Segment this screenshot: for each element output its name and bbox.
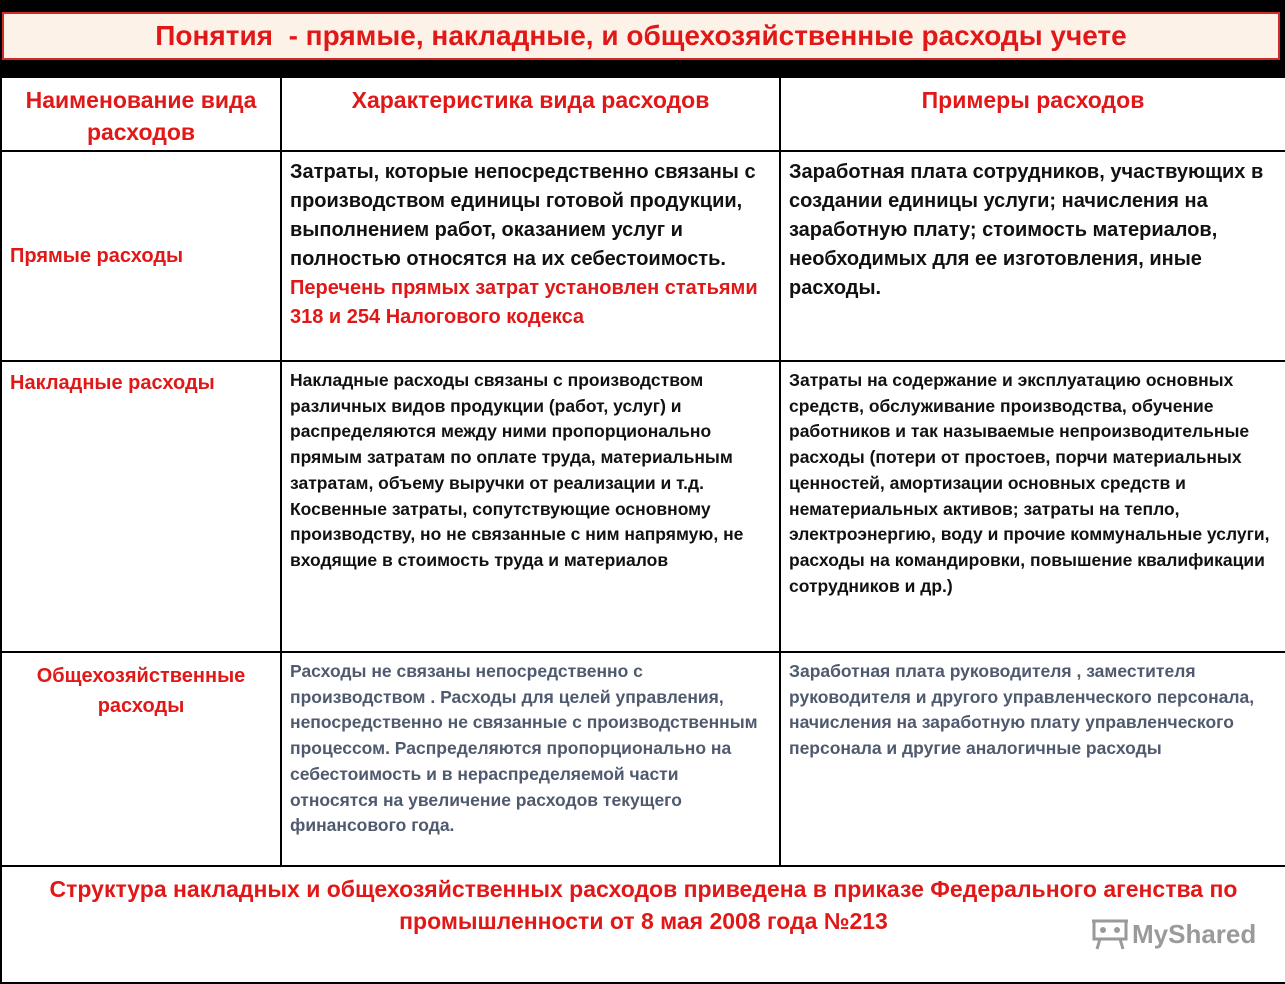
table-row bbox=[1, 361, 1285, 652]
row-name: Накладные расходы bbox=[1, 361, 281, 652]
table-row bbox=[1, 652, 1285, 866]
header-name: Наименование вида расходов bbox=[1, 77, 281, 151]
row-description: Накладные расходы связаны с производством различных видов продукции (работ, услуг) и распределяются между ними пропорционально прямым затратам по оплате труда, материальным затратам, объему выручки от реализации и т.д. Косвенные затраты, сопутствующие основному производству, но не связанные с ним напрямую, не входящие в стоимость труда и материалов bbox=[281, 361, 780, 652]
presentation-board-icon bbox=[1092, 918, 1128, 950]
watermark-text: MyShared bbox=[1132, 918, 1257, 949]
row-name: Общехозяйственные расходы bbox=[1, 652, 281, 866]
row-examples: Затраты на содержание и эксплуатацию основных средств, обслуживание производства, обучение работников и так называемые непроизводительные расходы (потери от простоев, порчи материальных ценностей, амортизации основных средств и нематериальных активов; затраты на тепло, электроэнергию, воду и прочие коммунальные услуги, расходы на командировки, повышение квалификации сотрудников и др.) bbox=[780, 361, 1285, 652]
row-examples: Заработная плата руководителя , заместителя руководителя и другого управленческого персонала, начисления на заработную плату управленческого персонала и другие аналогичные расходы bbox=[780, 652, 1285, 866]
page-title: Понятия - прямые, накладные, и общехозяйственные расходы учете bbox=[155, 20, 1127, 51]
table-header-row bbox=[1, 77, 1285, 151]
header-examples: Примеры расходов bbox=[780, 77, 1285, 151]
header-characteristic: Характеристика вида расходов bbox=[281, 77, 780, 151]
row-description-note: Перечень прямых затрат установлен статьями 318 и 254 Налогового кодекса bbox=[290, 277, 758, 328]
expense-types-table bbox=[0, 76, 1285, 984]
table-row bbox=[1, 151, 1285, 361]
title-banner bbox=[2, 12, 1280, 60]
row-name: Прямые расходы bbox=[1, 151, 281, 361]
watermark bbox=[1092, 918, 1256, 950]
row-description-text: Затраты, которые непосредственно связаны с производством единицы готовой продукции, выполнением работ, оказанием услуг и полностью относятся на их себестоимость. bbox=[290, 161, 756, 270]
row-description: Расходы не связаны непосредственно с производством . Расходы для целей управления, непосредственно не связанные с производственным процессом. Распределяются пропорционально на себестоимость и в нераспределяемой части относятся на увеличение расходов текущего финансового года. bbox=[281, 652, 780, 866]
footer-note: Структура накладных и общехозяйственных расходов приведена в приказе Федерального агенства по промышленности от 8 мая 2008 года №213 bbox=[1, 866, 1285, 983]
row-examples: Заработная плата сотрудников, участвующих в создании единицы услуги; начисления на заработную плату; стоимость материалов, необходимых для ее изготовления, иные расходы. bbox=[780, 151, 1285, 361]
row-description bbox=[281, 151, 780, 361]
